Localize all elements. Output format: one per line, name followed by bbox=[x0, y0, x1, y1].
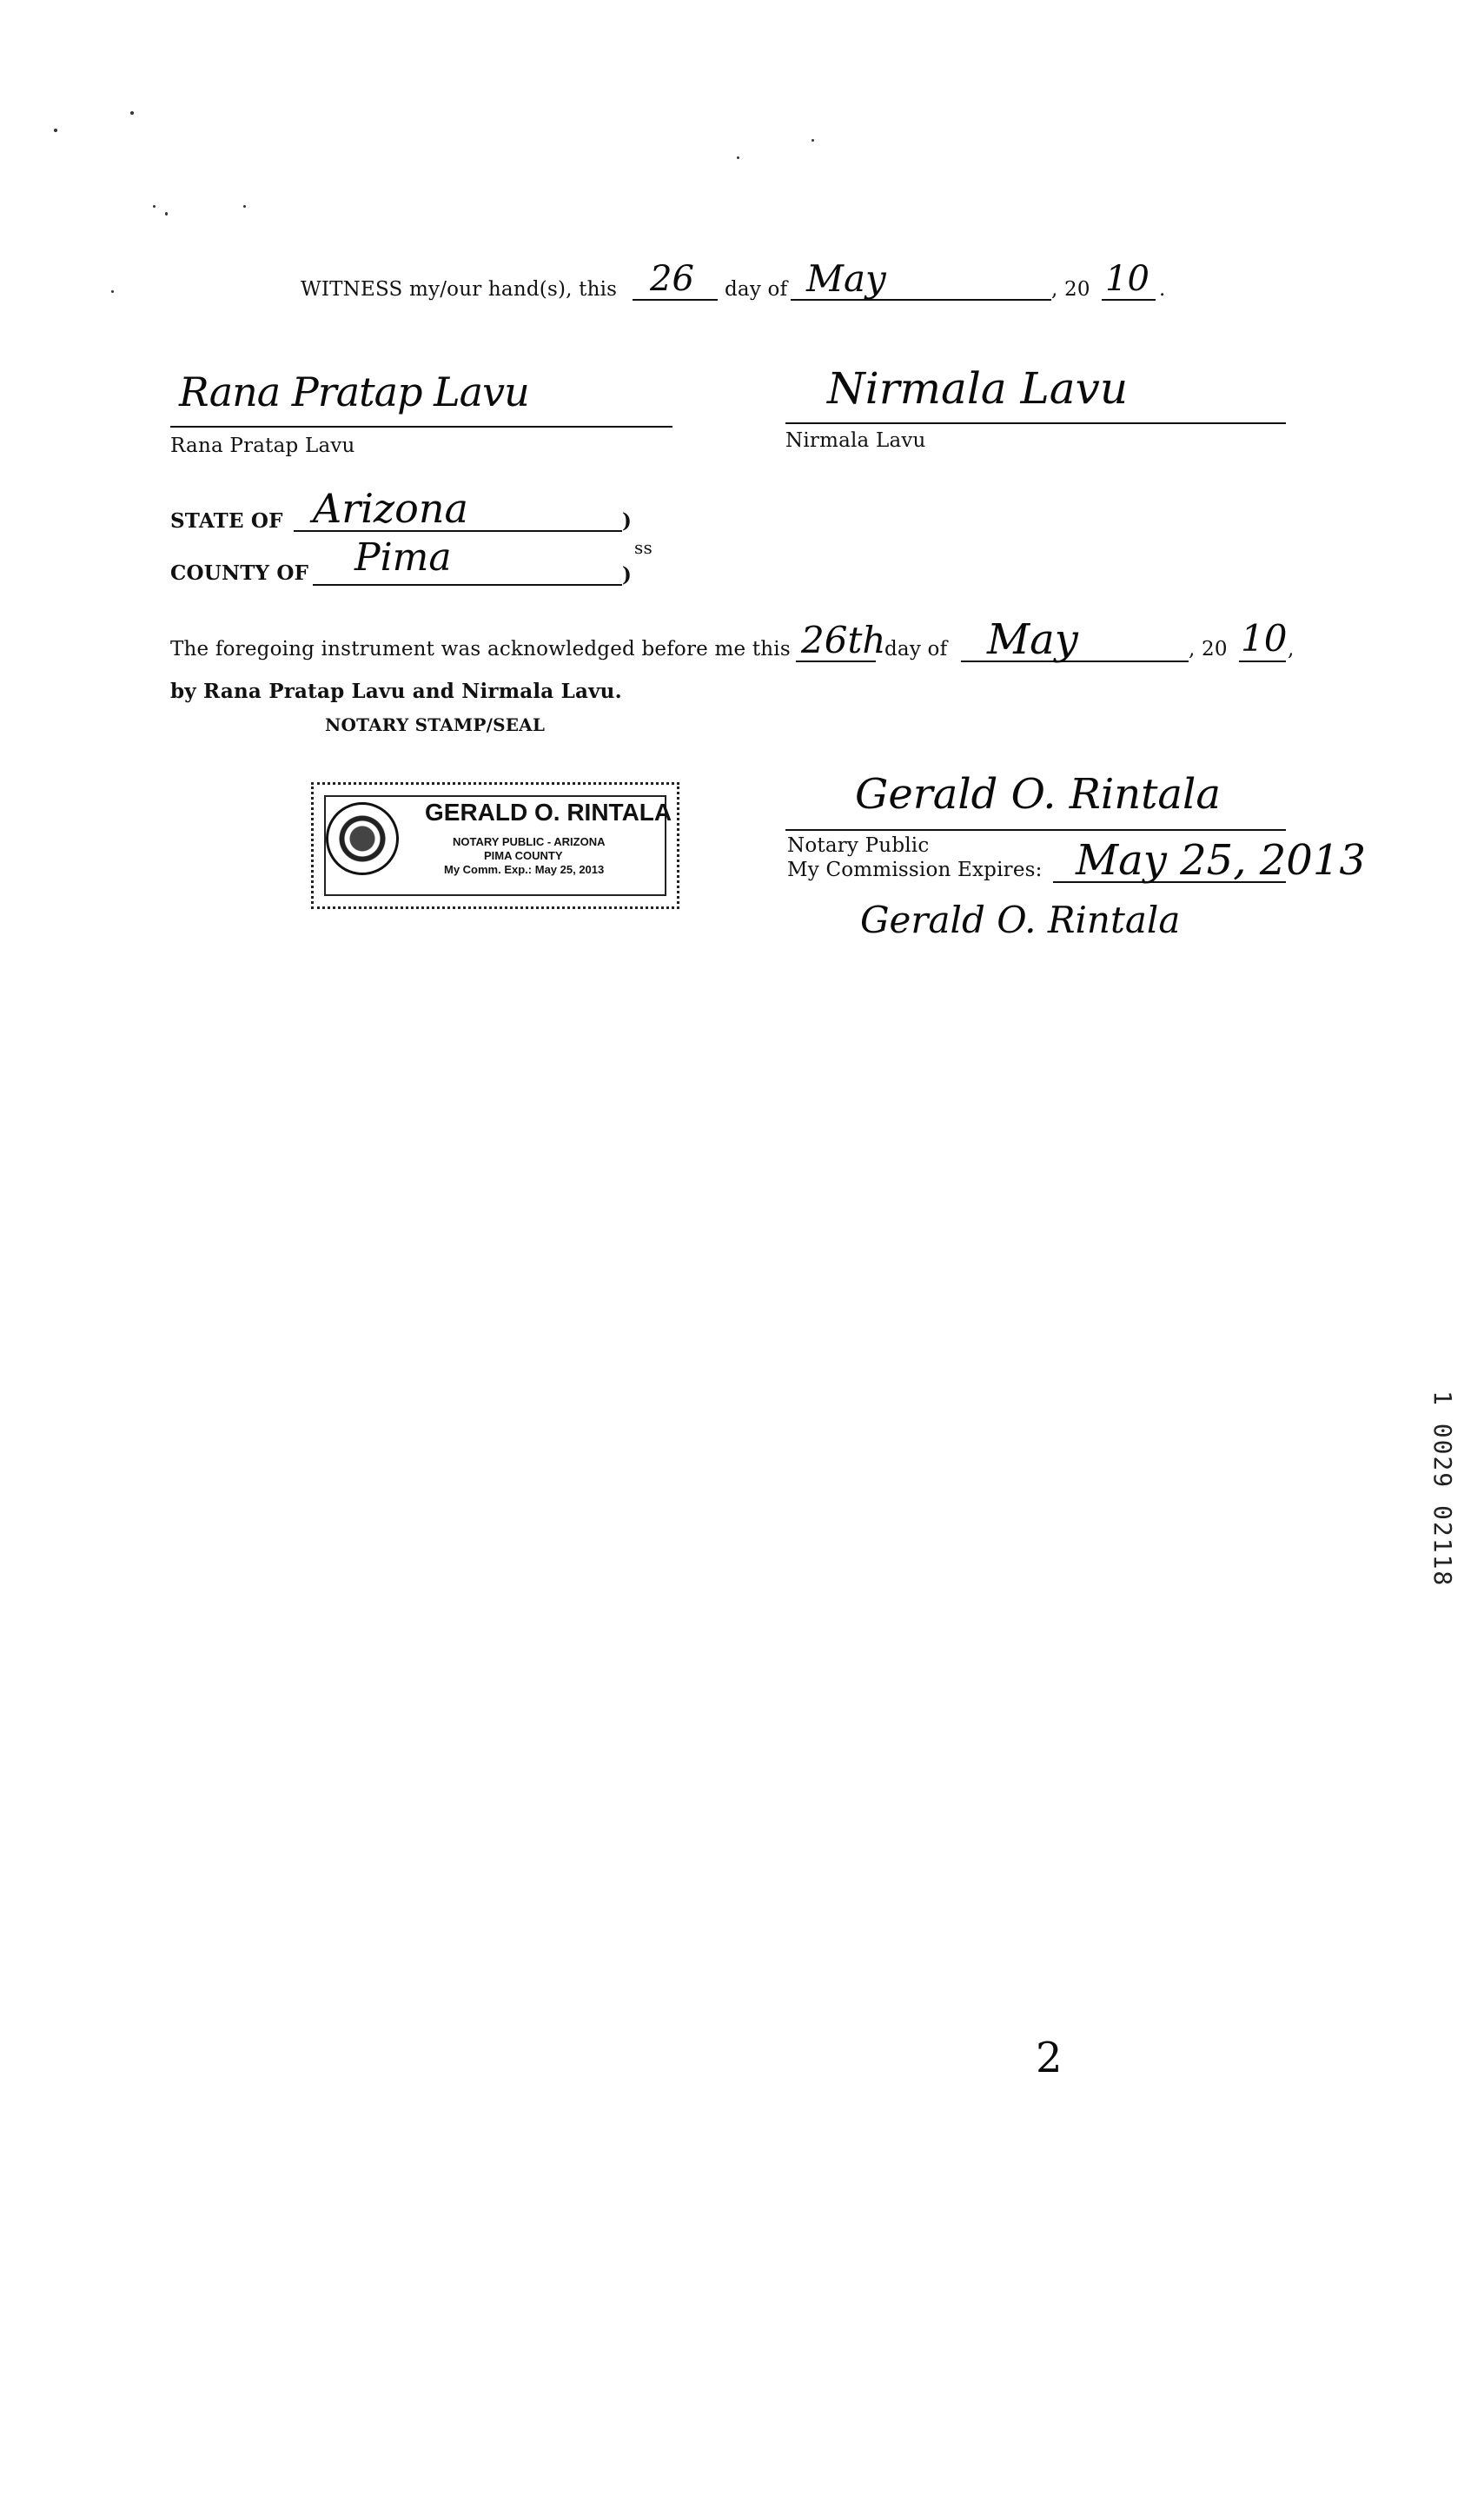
notary-stamp-label: NOTARY STAMP/SEAL bbox=[325, 714, 546, 735]
ack-day: 26th bbox=[801, 619, 886, 661]
scan-speck bbox=[111, 290, 114, 293]
notary-title: Notary Public bbox=[787, 834, 930, 857]
county-value: Pima bbox=[354, 535, 452, 580]
signature-rana-pratap-lavu: Rana Pratap Lavu bbox=[179, 368, 529, 415]
witness-day-line bbox=[633, 299, 718, 301]
stamp-name: GERALD O. RINTALA bbox=[425, 799, 672, 826]
signature-line-2 bbox=[785, 422, 1286, 424]
witness-prefix: WITNESS my/our hand(s), this bbox=[301, 278, 618, 301]
ack-by-line: by Rana Pratap Lavu and Nirmala Lavu. bbox=[170, 680, 622, 703]
scan-speck bbox=[54, 129, 57, 132]
stamp-expiration: My Comm. Exp.: May 25, 2013 bbox=[444, 863, 605, 876]
printed-name-1: Rana Pratap Lavu bbox=[170, 435, 355, 457]
witness-day-of: day of bbox=[725, 278, 788, 301]
scan-speck bbox=[243, 205, 246, 208]
witness-day: 26 bbox=[650, 259, 694, 299]
county-paren: ) bbox=[622, 563, 633, 587]
bates-number: 1 0029 02118 bbox=[1428, 1391, 1457, 1588]
ack-year-line bbox=[1239, 661, 1286, 662]
state-seal-icon bbox=[326, 802, 399, 875]
ss-mark: ss bbox=[634, 537, 653, 558]
notary-signature-line bbox=[785, 829, 1286, 831]
scan-speck bbox=[165, 212, 168, 216]
witness-year-suffix: 10 bbox=[1105, 259, 1149, 299]
stamp-title: NOTARY PUBLIC - ARIZONA bbox=[453, 835, 606, 848]
ack-end: , bbox=[1288, 638, 1295, 661]
commission-date: May 25, 2013 bbox=[1076, 836, 1366, 885]
witness-month: May bbox=[806, 257, 886, 300]
scan-speck bbox=[812, 139, 814, 142]
ack-year-prefix: , 20 bbox=[1189, 638, 1228, 661]
state-label: STATE OF bbox=[170, 509, 283, 533]
notary-signature: Gerald O. Rintala bbox=[855, 770, 1221, 819]
ack-month: May bbox=[987, 615, 1078, 664]
ack-day-of: day of bbox=[884, 638, 948, 661]
scan-speck bbox=[130, 111, 134, 115]
page-number: 2 bbox=[1036, 2034, 1063, 2082]
county-line bbox=[313, 584, 622, 586]
acknowledgment-text: The foregoing instrument was acknowledged before me this bbox=[170, 638, 791, 661]
signature-nirmala-lavu: Nirmala Lavu bbox=[827, 363, 1129, 414]
witness-year-line bbox=[1102, 299, 1156, 301]
witness-year-prefix: , 20 bbox=[1051, 278, 1090, 301]
stamp-county: PIMA COUNTY bbox=[484, 849, 563, 862]
notary-printed-name-handwritten: Gerald O. Rintala bbox=[860, 899, 1181, 941]
scan-speck bbox=[737, 156, 739, 159]
ack-year-suffix: 10 bbox=[1241, 617, 1288, 660]
commission-label: My Commission Expires: bbox=[787, 859, 1043, 881]
scan-speck bbox=[153, 205, 156, 208]
state-paren: ) bbox=[622, 509, 633, 533]
state-value: Arizona bbox=[313, 485, 468, 532]
printed-name-2: Nirmala Lavu bbox=[785, 429, 926, 452]
county-label: COUNTY OF bbox=[170, 561, 309, 585]
notary-stamp bbox=[311, 782, 679, 909]
witness-end: . bbox=[1159, 278, 1166, 301]
signature-line-1 bbox=[170, 426, 672, 428]
